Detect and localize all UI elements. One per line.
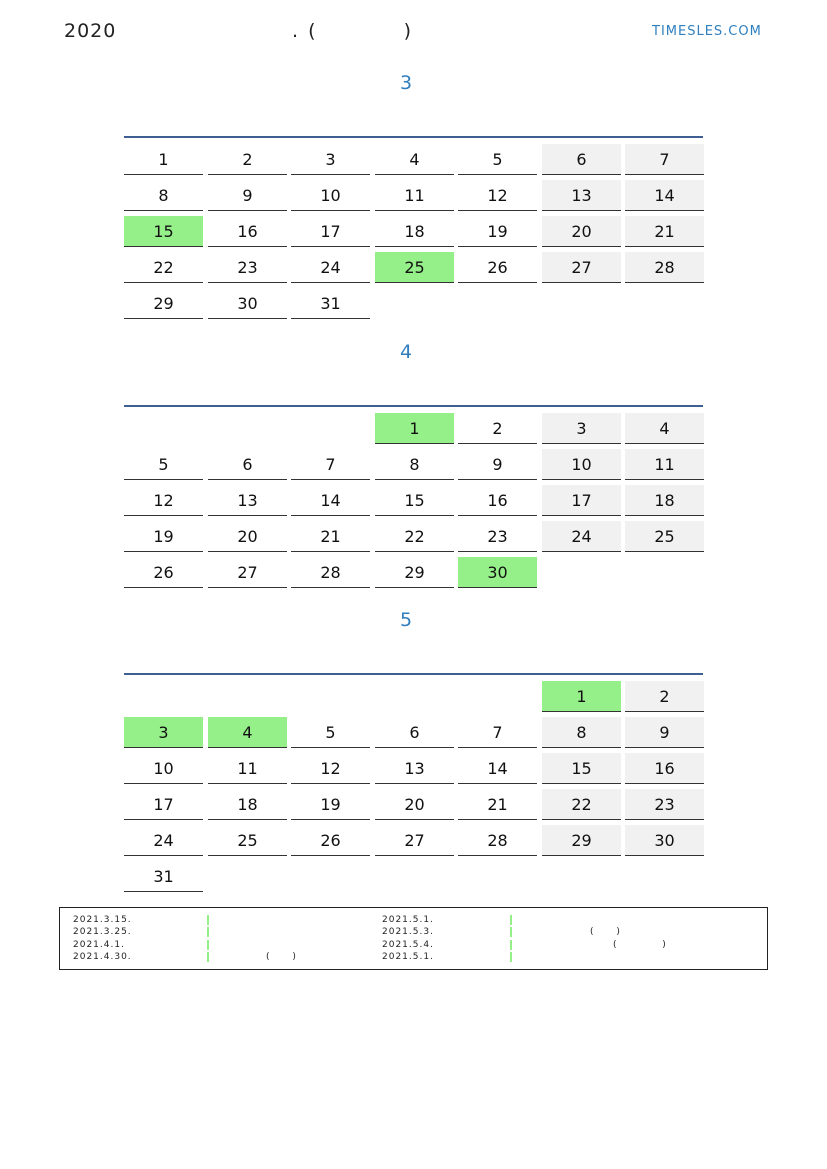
calendar-day: 15 <box>124 216 203 247</box>
legend-note: ( ) <box>266 952 296 962</box>
calendar-day: 19 <box>458 216 537 247</box>
calendar-day: 17 <box>124 789 203 820</box>
calendar-day: 28 <box>625 252 704 283</box>
calendar-day: 9 <box>208 180 287 211</box>
calendar-rule <box>124 673 703 675</box>
calendar-day: 19 <box>124 521 203 552</box>
calendar-day: 7 <box>291 449 370 480</box>
calendar-day: 13 <box>208 485 287 516</box>
calendar-day: 6 <box>542 144 621 175</box>
calendar-day: 11 <box>208 753 287 784</box>
calendar-day: 4 <box>375 144 454 175</box>
legend-marker <box>510 952 512 962</box>
legend-date: 2021.4.1. <box>73 940 125 950</box>
legend-marker <box>510 927 512 937</box>
calendar-day: 22 <box>542 789 621 820</box>
legend-date: 2021.5.3. <box>382 927 434 937</box>
calendar-day: 27 <box>208 557 287 588</box>
calendar-day: 11 <box>625 449 704 480</box>
calendar-day: 12 <box>458 180 537 211</box>
calendar-day: 14 <box>625 180 704 211</box>
calendar-day: 25 <box>625 521 704 552</box>
calendar-day: 15 <box>542 753 621 784</box>
calendar-day: 23 <box>208 252 287 283</box>
calendar-day: 17 <box>291 216 370 247</box>
calendar-day: 8 <box>124 180 203 211</box>
month-title: 5 <box>399 609 413 631</box>
calendar-day: 27 <box>375 825 454 856</box>
calendar-day: 9 <box>458 449 537 480</box>
calendar-day: 12 <box>124 485 203 516</box>
calendar-day: 24 <box>542 521 621 552</box>
legend-marker <box>207 952 209 962</box>
calendar-day: 21 <box>291 521 370 552</box>
calendar-day: 3 <box>291 144 370 175</box>
legend-date: 2021.3.15. <box>73 915 132 925</box>
month-title: 3 <box>399 72 413 94</box>
legend-date: 2021.5.4. <box>382 940 434 950</box>
calendar-day: 11 <box>375 180 454 211</box>
calendar-day: 8 <box>542 717 621 748</box>
calendar-day: 17 <box>542 485 621 516</box>
header-paren-close: ) <box>403 20 411 42</box>
calendar-day: 2 <box>458 413 537 444</box>
calendar-day: 14 <box>291 485 370 516</box>
calendar-day: 30 <box>625 825 704 856</box>
calendar-day: 24 <box>291 252 370 283</box>
calendar-day: 22 <box>375 521 454 552</box>
calendar-day: 30 <box>458 557 537 588</box>
calendar-day: 16 <box>208 216 287 247</box>
calendar-day: 31 <box>291 288 370 319</box>
calendar-day: 4 <box>208 717 287 748</box>
calendar-day: 7 <box>458 717 537 748</box>
calendar-day: 21 <box>458 789 537 820</box>
legend-date: 2021.3.25. <box>73 927 132 937</box>
calendar-day: 16 <box>625 753 704 784</box>
calendar-day: 24 <box>124 825 203 856</box>
calendar-day: 5 <box>458 144 537 175</box>
calendar-day: 22 <box>124 252 203 283</box>
calendar-day: 1 <box>375 413 454 444</box>
calendar-day: 10 <box>124 753 203 784</box>
calendar-day: 9 <box>625 717 704 748</box>
calendar-day: 4 <box>625 413 704 444</box>
calendar-day: 26 <box>291 825 370 856</box>
calendar-day: 19 <box>291 789 370 820</box>
calendar-rule <box>124 405 703 407</box>
calendar-day: 6 <box>375 717 454 748</box>
calendar-day: 2 <box>208 144 287 175</box>
calendar-day: 8 <box>375 449 454 480</box>
calendar-day: 29 <box>124 288 203 319</box>
calendar-day: 10 <box>291 180 370 211</box>
calendar-day: 18 <box>375 216 454 247</box>
calendar-day: 29 <box>542 825 621 856</box>
legend-marker <box>510 940 512 950</box>
calendar-day: 3 <box>124 717 203 748</box>
header-title <box>292 20 411 42</box>
calendar-day: 26 <box>458 252 537 283</box>
calendar-day: 15 <box>375 485 454 516</box>
calendar-day: 5 <box>291 717 370 748</box>
legend-box <box>59 907 768 970</box>
site-name[interactable]: TIMESLES.COM <box>652 24 762 39</box>
calendar-day: 21 <box>625 216 704 247</box>
header-year: 2020 <box>64 20 117 42</box>
calendar-day: 12 <box>291 753 370 784</box>
calendar-day: 25 <box>375 252 454 283</box>
calendar-rule <box>124 136 703 138</box>
calendar-day: 30 <box>208 288 287 319</box>
calendar-day: 14 <box>458 753 537 784</box>
calendar-day: 5 <box>124 449 203 480</box>
calendar-day: 20 <box>375 789 454 820</box>
calendar-day: 18 <box>625 485 704 516</box>
calendar-day: 26 <box>124 557 203 588</box>
calendar-day: 20 <box>542 216 621 247</box>
legend-marker <box>207 915 209 925</box>
header-dot: . <box>292 20 299 42</box>
calendar-day: 31 <box>124 861 203 892</box>
calendar-day: 23 <box>458 521 537 552</box>
calendar-day: 28 <box>291 557 370 588</box>
legend-date: 2021.5.1. <box>382 952 434 962</box>
month-title: 4 <box>399 341 413 363</box>
legend-date: 2021.4.30. <box>73 952 132 962</box>
calendar-day: 28 <box>458 825 537 856</box>
calendar-day: 13 <box>375 753 454 784</box>
calendar-day: 13 <box>542 180 621 211</box>
calendar-day: 23 <box>625 789 704 820</box>
calendar-day: 27 <box>542 252 621 283</box>
calendar-day: 1 <box>124 144 203 175</box>
calendar-day: 10 <box>542 449 621 480</box>
calendar-day: 7 <box>625 144 704 175</box>
calendar-day: 16 <box>458 485 537 516</box>
legend-marker <box>207 940 209 950</box>
calendar-day: 1 <box>542 681 621 712</box>
calendar-day: 2 <box>625 681 704 712</box>
legend-marker <box>207 927 209 937</box>
calendar-day: 3 <box>542 413 621 444</box>
legend-note: ( ) <box>590 927 620 937</box>
calendar-day: 6 <box>208 449 287 480</box>
legend-note: ( ) <box>613 940 666 950</box>
calendar-day: 20 <box>208 521 287 552</box>
calendar-day: 18 <box>208 789 287 820</box>
legend-marker <box>510 915 512 925</box>
calendar-day: 25 <box>208 825 287 856</box>
legend-date: 2021.5.1. <box>382 915 434 925</box>
calendar-day: 29 <box>375 557 454 588</box>
header-paren-open: ( <box>308 20 316 42</box>
